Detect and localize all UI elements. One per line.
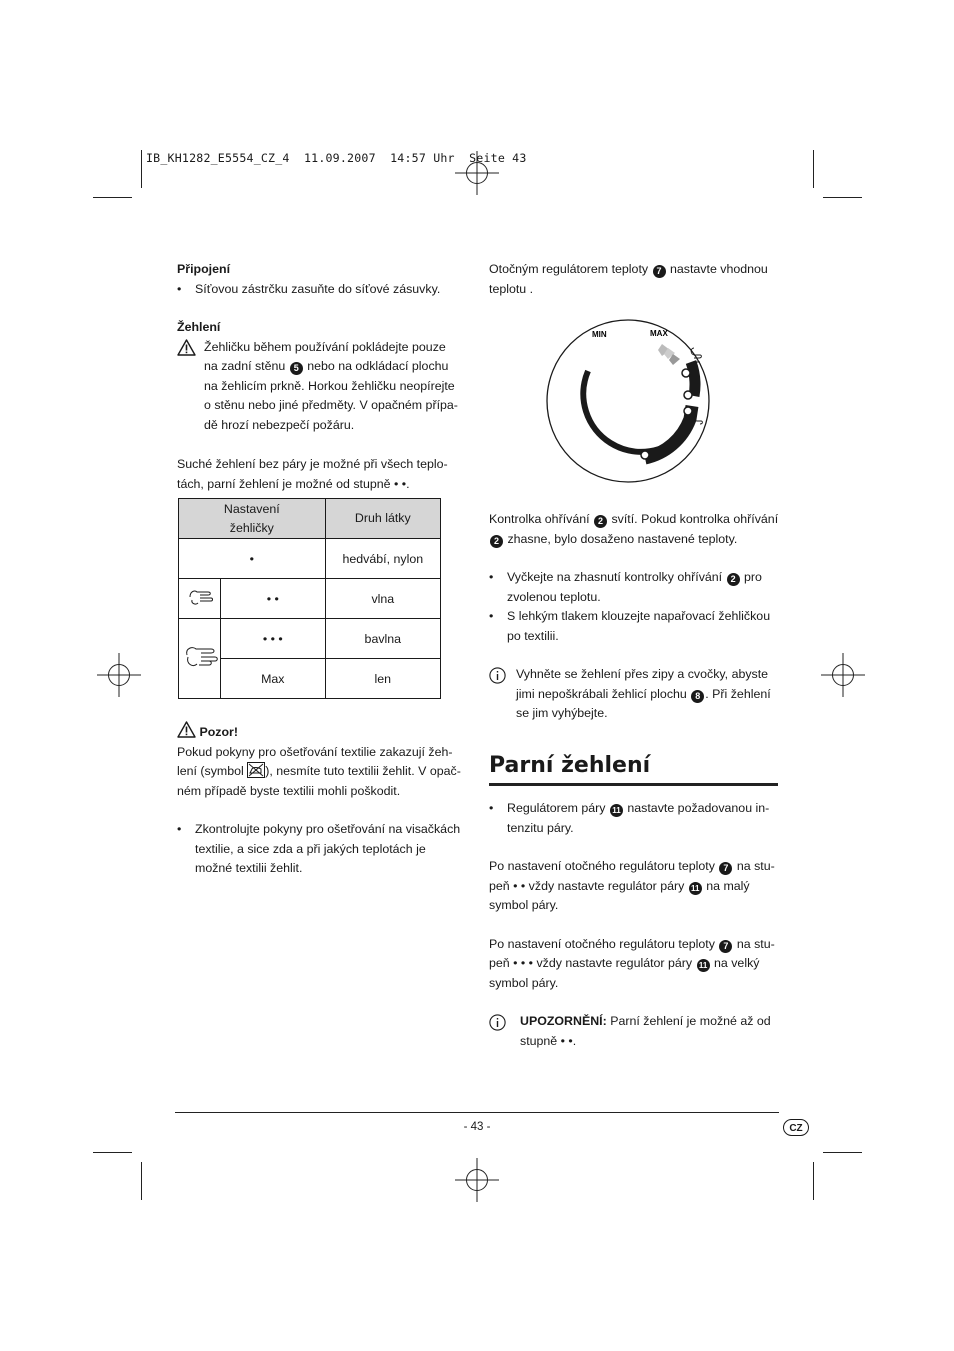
pozor-line: Pokud pokyny pro ošetřování textilie zakazují žeh-: [177, 744, 453, 759]
crop-mark: [141, 1162, 142, 1200]
text: nastavte požadovanou in-: [627, 801, 770, 815]
ref-badge: 2: [727, 573, 740, 586]
crop-mark: [813, 150, 814, 188]
right-column-steam: [489, 799, 784, 1051]
small-steam-icon-cell: [179, 579, 221, 619]
text: Po nastavení otočného regulátoru teploty: [489, 859, 715, 873]
ref-badge: 11: [610, 804, 623, 817]
info-block: [489, 665, 784, 724]
info-icon: [489, 667, 506, 684]
warning-block: [177, 338, 467, 436]
text: jimi nepoškrábali žehlicí plochu: [516, 686, 687, 701]
text: [520, 1012, 784, 1032]
warning-line: o stěnu nebo jiné předměty. V opačném přípa-: [204, 398, 458, 412]
footer-rule: [175, 1112, 779, 1113]
dry-ironing-line: Suché žehlení bez páry je možné při všech teplo-: [177, 457, 448, 471]
crop-mark: [93, 1152, 132, 1153]
text: [516, 685, 784, 705]
note-block: [489, 1012, 784, 1051]
registration-mark: [94, 650, 144, 700]
table-cell-fabric: bavlna: [325, 619, 440, 659]
section-title: Parní žehlení: [489, 753, 651, 778]
bullet-wait: [489, 568, 784, 607]
ref-badge: 2: [594, 515, 607, 528]
text: Otočným regulátorem teploty: [489, 262, 649, 276]
paragraph-large-steam: [489, 935, 784, 994]
pozor-line: ném případě byste textilii mohli poškodit.: [177, 783, 401, 798]
bullet-plug: • Síťovou zástrčku zasuňte do síťové zásuvky.: [177, 280, 467, 300]
ref-badge: 7: [653, 265, 666, 278]
table-cell-setting: •: [179, 539, 326, 579]
small-steam-icon: [186, 586, 214, 608]
table-cell-setting: Max: [221, 659, 326, 699]
ref-badge: 5: [290, 362, 303, 375]
crop-mark: [823, 197, 862, 198]
dial-min-label: MIN: [592, 330, 607, 339]
text: na malý: [706, 878, 750, 893]
text: zvolenou teplotu.: [507, 589, 601, 604]
text: Nastavení: [223, 501, 280, 516]
text: Regulátorem páry: [507, 801, 606, 815]
table-header-setting: [179, 499, 326, 539]
text: [489, 857, 784, 877]
pozor-line: [177, 762, 472, 782]
text: [489, 954, 784, 974]
text: lení (symbol: [177, 764, 244, 778]
table-cell-setting: • •: [221, 579, 326, 619]
text: stupně • •.: [520, 1033, 577, 1048]
text: . Při žehlení: [705, 686, 771, 701]
registration-mark: [452, 1155, 502, 1205]
warning-line: [204, 357, 467, 377]
text: Po nastavení otočného regulátoru teploty: [489, 936, 715, 951]
text: Pozor!: [199, 725, 238, 739]
ref-badge: 7: [719, 862, 732, 875]
table-cell-fabric: hedvábí, nylon: [325, 539, 440, 579]
crop-mark: [813, 1162, 814, 1200]
kontrolka-line: [489, 530, 784, 550]
text: nebo na odkládací plochu: [307, 359, 449, 373]
text: Kontrolka ohřívání: [489, 512, 590, 526]
dial-max-label: MAX: [650, 329, 668, 338]
left-column-lower: [177, 721, 472, 879]
text: peň • • vždy nastavte regulátor páry: [489, 878, 685, 893]
ref-badge: 11: [689, 882, 702, 895]
text: žehličky: [229, 520, 274, 535]
ref-badge: 2: [490, 535, 503, 548]
ref-badge: 11: [697, 959, 710, 972]
pozor-heading: [177, 721, 472, 743]
right-column-intro: [489, 260, 784, 299]
text: peň • • • vždy nastavte regulátor páry: [489, 956, 693, 970]
text: možné textilii žehlit.: [195, 861, 303, 875]
paragraph-small-steam: [489, 857, 784, 916]
text: [489, 877, 784, 897]
page-number: - 43 -: [463, 1121, 491, 1133]
text: na zadní stěnu: [204, 359, 286, 373]
text: se jim vyhýbejte.: [516, 706, 608, 720]
text: tenzitu páry.: [507, 820, 574, 835]
kontrolka-line: [489, 510, 784, 530]
text: • Zkontrolujte pokyny pro ošetřování na visačkách: [195, 822, 461, 836]
ref-badge: 7: [719, 940, 732, 953]
text: po textilii.: [507, 628, 559, 643]
registration-mark: [818, 650, 868, 700]
right-column-middle: [489, 510, 784, 724]
text: [507, 568, 784, 588]
temperature-dial-illustration: [544, 318, 712, 484]
text: Vyhněte se žehlení přes zipy a cvočky, abyste: [516, 667, 769, 681]
crop-mark: [141, 150, 142, 188]
heading-pripojeni: Připojení: [177, 262, 231, 276]
language-badge: CZ: [783, 1119, 809, 1136]
text: zhasne, bylo dosaženo nastavené teploty.: [507, 531, 738, 546]
crop-mark: [823, 1152, 862, 1153]
info-icon: [489, 1014, 506, 1031]
bullet-check-labels: [177, 820, 472, 879]
intro-line: [489, 260, 784, 280]
large-steam-icon-cell: [179, 619, 221, 699]
warning-icon: [177, 721, 196, 738]
warning-line: na žehlicím prkně. Horkou žehličku neopírejte: [204, 378, 455, 393]
bullet-glide: [489, 607, 784, 646]
left-column: [177, 260, 467, 494]
heading-zehleni: Žehlení: [177, 320, 221, 334]
dry-ironing-line: tách, parní žehlení je možné od stupně • •.: [177, 476, 410, 491]
bullet-steam-regulator: [489, 799, 784, 838]
text: [489, 935, 784, 955]
text: nastavte vhodnou: [670, 262, 768, 276]
ref-badge: 8: [691, 690, 704, 703]
text: ), nesmíte tuto textilii žehlit. V opač-: [265, 764, 461, 778]
warning-icon: [177, 339, 196, 356]
large-steam-icon: [181, 642, 219, 672]
text: symbol páry.: [489, 975, 559, 990]
temperature-table: [178, 498, 441, 699]
text: na stu-: [736, 859, 775, 873]
text: Parní žehlení je možné až od: [610, 1014, 771, 1028]
no-ironing-icon: [247, 762, 265, 778]
text: textilie, a sice zda a při jakých teplotách je: [195, 841, 426, 856]
text: svítí. Pokud kontrolka ohřívání: [611, 512, 779, 526]
warning-line: dě hrozí nebezpečí požáru.: [204, 417, 355, 432]
text: na velký: [714, 956, 760, 970]
warning-line: Žehličku během používání pokládejte pouze: [204, 339, 446, 354]
text: [507, 799, 784, 819]
note-label: UPOZORNĚNÍ:: [520, 1014, 607, 1028]
print-slug: IB_KH1282_E5554_CZ_4 11.09.2007 14:57 Uhr Seite 43: [146, 151, 527, 165]
text: pro: [744, 570, 762, 584]
section-rule: [489, 783, 778, 786]
table-cell-fabric: len: [325, 659, 440, 699]
table-cell-setting: • • •: [221, 619, 326, 659]
table-cell-fabric: vlna: [325, 579, 440, 619]
table-header-fabric: Druh látky: [325, 499, 440, 539]
text: • S lehkým tlakem klouzejte napařovací žehličkou: [507, 609, 771, 623]
text: na stu-: [736, 936, 775, 951]
crop-mark: [93, 197, 132, 198]
text: Vyčkejte na zhasnutí kontrolky ohřívání: [507, 570, 723, 584]
text: symbol páry.: [489, 898, 559, 912]
intro-line: teplotu .: [489, 281, 534, 296]
